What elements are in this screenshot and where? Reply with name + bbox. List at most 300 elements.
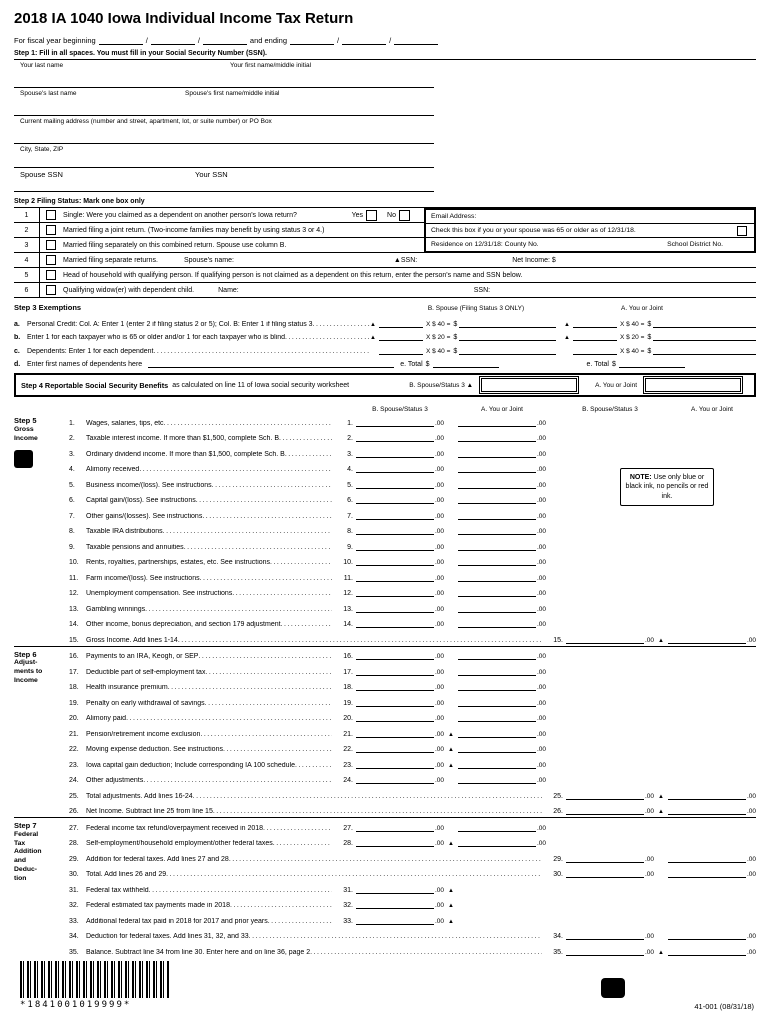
form-line-row-20: [14, 709, 756, 725]
line-12-amount-b[interactable]: [356, 588, 444, 597]
fiscal-end-day-field[interactable]: [342, 36, 386, 45]
amount-blank: [458, 526, 536, 535]
amount-blank: [668, 947, 746, 956]
dollar-sign: $: [425, 361, 430, 368]
amount-blank: [356, 557, 434, 566]
line-label-text: Deductible part of self-employment tax: [86, 668, 206, 676]
fiscal-end-month-field[interactable]: [290, 36, 334, 45]
line-number-repeat: 25.: [553, 792, 563, 800]
amount-blank: [458, 744, 536, 753]
line-23-amount-b[interactable]: [356, 760, 444, 769]
line-number: 12.: [69, 590, 79, 597]
line-number: 11.: [69, 574, 79, 582]
amount-blank: [668, 635, 746, 644]
line-10-amount-b[interactable]: [356, 557, 444, 566]
cents-label: .00: [746, 948, 756, 956]
line-28-amount-a[interactable]: [458, 838, 546, 847]
form-line-row-27: [14, 818, 756, 834]
line-label-text: Capital gain/(loss). See instructions: [86, 497, 196, 504]
amount-blank: [356, 916, 434, 925]
note-bold-label: NOTE:: [629, 474, 652, 481]
exemption-group-a: [564, 320, 756, 328]
dotted-leader: [281, 621, 332, 628]
line-label-text: Deduction for federal taxes. Add lines 31, 32, and 33: [86, 933, 249, 940]
amount-blank: [356, 682, 434, 691]
line-14-amount-a[interactable]: [458, 619, 546, 628]
dotted-leader: [223, 746, 332, 753]
line-10-amount-a[interactable]: [458, 557, 546, 566]
multiplier-label: X $ 20 =: [620, 334, 645, 341]
slash: /: [145, 36, 148, 45]
amount-blank: [356, 588, 434, 597]
your-ssn-label: Your SSN: [195, 170, 228, 179]
step4-spouse-benefits-field[interactable]: [481, 378, 577, 392]
line-17-amount-a[interactable]: [458, 667, 546, 676]
line-number-repeat: 22.: [343, 746, 353, 753]
line-number-repeat: 28.: [343, 840, 353, 847]
line-1-amount-a[interactable]: [458, 418, 546, 427]
amount-blank: [458, 823, 536, 832]
amount-blank: [356, 573, 434, 582]
step4-title-rest: as calculated on line 11 of Iowa social security worksheet: [172, 381, 350, 389]
exemption-letter: c.: [14, 347, 20, 355]
line-6-label: [69, 497, 332, 504]
cents-label: .00: [536, 777, 546, 784]
line-number: 28.: [69, 840, 79, 847]
line-number: 17.: [69, 668, 79, 676]
line-number: 20.: [69, 715, 79, 722]
step4-title-bold: Step 4 Reportable Social Security Benefits: [21, 380, 169, 390]
line-33-amount-b[interactable]: [356, 916, 444, 925]
line-number-repeat: 15.: [553, 636, 563, 644]
line-15-label: [69, 637, 542, 644]
exemption-count-field-b[interactable]: [379, 320, 423, 328]
line-number-repeat: 13.: [343, 605, 353, 613]
filing-status-label: Married filing a joint return. (Two-income families may benefit by using status 3 or 4.): [63, 226, 325, 234]
line-5-label: [69, 482, 332, 489]
exemption-letter-d: d.: [14, 361, 21, 368]
line-35-amount-b[interactable]: [566, 947, 654, 956]
step2-info-box: [424, 208, 756, 253]
line-23-amount-a[interactable]: [458, 760, 546, 769]
dotted-leader: [143, 777, 332, 784]
step2-heading: Step 2 Filing Status: Mark one box only: [14, 198, 145, 205]
amount-blank: [458, 480, 536, 489]
exemption-label: [14, 321, 370, 328]
cents-label: .00: [746, 855, 756, 863]
age65-label: Check this box if you or your spouse was 65 or older as of 12/31/18.: [431, 227, 636, 234]
line-6-amount-a[interactable]: [458, 495, 546, 504]
yes-no-group: [352, 210, 418, 221]
dotted-leader: [213, 808, 542, 815]
exemption-label: [14, 348, 370, 355]
exemption-amount-field-a[interactable]: [653, 320, 756, 328]
step4-you-benefits-field[interactable]: [645, 378, 741, 392]
filing-status-checkbox-1[interactable]: [46, 210, 56, 220]
cents-label: .00: [434, 497, 444, 504]
amount-blank: [458, 619, 536, 628]
cents-label: .00: [746, 871, 756, 878]
amount-blank: [356, 464, 434, 473]
step6-side-label: [14, 650, 68, 686]
exemption-amount-field-b[interactable]: [459, 333, 556, 341]
line-21-amount-a[interactable]: [458, 729, 546, 738]
line-label-text: Other gains/(losses). See instructions: [86, 512, 203, 520]
line-9-label: [69, 544, 332, 551]
cents-label: .00: [536, 559, 546, 566]
line-3-label: [69, 451, 332, 458]
line-label-text: Health insurance premium: [86, 684, 168, 691]
line-30-amount-b[interactable]: [566, 869, 654, 878]
cents-label: .00: [536, 543, 546, 551]
amount-blank: [458, 511, 536, 520]
exemption-letter: b.: [14, 334, 21, 341]
slash: /: [197, 36, 200, 45]
line-label-text: Federal tax withheld: [86, 886, 149, 894]
line-15-amount-a[interactable]: [668, 635, 756, 644]
line-number-repeat: 35.: [553, 948, 563, 956]
amount-blank: [458, 433, 536, 442]
fiscal-end-year-field[interactable]: [394, 36, 438, 45]
step5-side-label: [14, 416, 68, 443]
line-16-amount-a[interactable]: [458, 651, 546, 660]
dotted-leader: [149, 887, 332, 894]
exemption-letter: a.: [14, 320, 20, 328]
step-side-text: Income: [14, 434, 38, 442]
form-title: 2018 IA 1040 Iowa Individual Income Tax Return: [14, 10, 354, 27]
line-number: 29.: [69, 855, 79, 863]
form-line-row-18: [14, 678, 756, 694]
line-30-label: [69, 871, 542, 878]
line-number: 25.: [69, 792, 79, 800]
line-5-amount-b[interactable]: [356, 480, 444, 489]
amount-blank: [356, 619, 434, 628]
line-label-text: Federal income tax refund/overpayment received in 2018: [86, 824, 264, 832]
line-13-amount-b[interactable]: [356, 604, 444, 613]
line-26-amount-b[interactable]: [566, 806, 654, 815]
line-12-amount-a[interactable]: [458, 588, 546, 597]
line-27-amount-b[interactable]: [356, 823, 444, 832]
cents-label: .00: [536, 621, 546, 628]
line-7-amount-b[interactable]: [356, 511, 444, 520]
dollar-sign: $: [647, 347, 652, 355]
line-label-text: Alimony received: [86, 466, 140, 473]
spouse-ssn-field[interactable]: [14, 168, 189, 192]
filing-status-number: 2: [14, 223, 40, 237]
line-19-label: [69, 700, 332, 707]
line-20-amount-a[interactable]: [458, 713, 546, 722]
line-7-amount-a[interactable]: [458, 511, 546, 520]
multiplier-label: X $ 20 =: [426, 334, 451, 341]
form-line-row-19: [14, 693, 756, 709]
line-13-amount-a[interactable]: [458, 604, 546, 613]
col-header-b2: B. Spouse/Status 3: [582, 406, 638, 413]
exemption-amount-field-a[interactable]: [653, 333, 756, 341]
filing-status-checkbox-5[interactable]: [46, 270, 56, 280]
exemption-amount-field-b[interactable]: [459, 320, 556, 328]
city-state-zip-field[interactable]: [14, 144, 434, 168]
dotted-leader: [270, 559, 332, 566]
amount-blank: [458, 604, 536, 613]
step7-section: [14, 817, 756, 958]
yes-checkbox[interactable]: [366, 210, 377, 221]
cents-label: .00: [434, 590, 444, 597]
your-ssn-field[interactable]: [189, 168, 434, 192]
line-9-amount-a[interactable]: [458, 542, 546, 551]
line-number: 24.: [69, 777, 79, 784]
line-29-amount-a[interactable]: [668, 854, 756, 863]
exemption-count-field-a[interactable]: [573, 333, 617, 341]
cents-label: .00: [434, 840, 444, 847]
amount-blank: [356, 744, 434, 753]
line-number-repeat: 12.: [343, 590, 353, 597]
cents-label: .00: [536, 435, 546, 442]
line-23-label: [69, 762, 332, 769]
filing-status-checkbox-3[interactable]: [46, 240, 56, 250]
dotted-leader: [198, 653, 332, 660]
cents-label: .00: [434, 450, 444, 458]
multiplier-label: X $ 40 =: [620, 320, 645, 328]
cents-label: .00: [434, 543, 444, 551]
spouse-first-name-field[interactable]: [179, 88, 434, 116]
filing-status-extra-label: Spouse's name:: [183, 256, 234, 264]
line-number: 34.: [69, 933, 79, 940]
line-16-amount-b[interactable]: [356, 651, 444, 660]
line-24-amount-a[interactable]: [458, 775, 546, 784]
amount-blank: [356, 511, 434, 520]
no-checkbox[interactable]: [399, 210, 410, 221]
form-line-row-32: [14, 896, 756, 912]
line-35-amount-a[interactable]: [668, 947, 756, 956]
form-line-row-28: [14, 834, 756, 850]
line-number-repeat: 19.: [343, 699, 353, 707]
line-11-amount-a[interactable]: [458, 573, 546, 582]
name-row: [14, 60, 756, 88]
e-total-field-a[interactable]: [619, 360, 685, 368]
line-7-label: [69, 513, 332, 520]
line-34-amount-a[interactable]: [668, 931, 756, 940]
cents-label: .00: [536, 684, 546, 691]
line-17-label: [69, 669, 332, 676]
form-line-row-34: [14, 927, 756, 943]
line-number-repeat: 31.: [343, 886, 353, 894]
line-8-amount-b[interactable]: [356, 526, 444, 535]
exemption-count-field-a[interactable]: [573, 347, 617, 355]
line-1-amount-b[interactable]: [356, 418, 444, 427]
amount-blank: [458, 588, 536, 597]
line-22-amount-b[interactable]: [356, 744, 444, 753]
dotted-leader: [229, 856, 542, 863]
cents-label: .00: [536, 528, 546, 535]
arrow-marker: ▲: [564, 335, 570, 341]
arrow-marker: ▲: [370, 321, 376, 328]
exemption-count-field-a[interactable]: [573, 320, 617, 328]
exemption-group-a: [564, 347, 756, 355]
amount-blank: [668, 806, 746, 815]
step-side-text: tion: [14, 874, 27, 882]
address-row: [14, 116, 756, 144]
line-18-amount-a[interactable]: [458, 682, 546, 691]
line-14-amount-b[interactable]: [356, 619, 444, 628]
residence-row: [426, 238, 754, 251]
line-label-text: Taxable interest income. If more than $1,500, complete Sch. B: [86, 435, 279, 442]
line-22-amount-a[interactable]: [458, 744, 546, 753]
line-number: 9.: [69, 543, 75, 551]
line-19-amount-a[interactable]: [458, 698, 546, 707]
line-6-amount-b[interactable]: [356, 495, 444, 504]
exemption-group-b: [370, 320, 556, 328]
line-number: 19.: [69, 699, 79, 707]
exemption-amount-field-b[interactable]: [459, 347, 556, 355]
dotted-leader: [232, 590, 332, 597]
dotted-leader: [273, 840, 332, 847]
step3-col-a-header: A. You or Joint: [621, 305, 663, 312]
line-21-amount-b[interactable]: [356, 729, 444, 738]
line-label-text: Gross Income. Add lines 1-14: [86, 636, 178, 644]
amount-blank: [458, 651, 536, 660]
amount-blank: [356, 760, 434, 769]
fiscal-begin-day-field[interactable]: [151, 36, 195, 45]
fiscal-prefix-label: For fiscal year beginning: [14, 36, 96, 45]
spouse-last-name-field[interactable]: [14, 88, 179, 116]
filing-status-checkbox-2[interactable]: [46, 225, 56, 235]
step4-col-b-label: B. Spouse/Status 3 ▲: [409, 381, 474, 389]
line-3-amount-a[interactable]: [458, 449, 546, 458]
cents-label: .00: [434, 684, 444, 691]
line-18-amount-b[interactable]: [356, 682, 444, 691]
line-20-amount-b[interactable]: [356, 713, 444, 722]
line-number-repeat: 9.: [347, 543, 353, 551]
dotted-leader: [313, 321, 370, 328]
filing-status-extra-label: Net Income: $: [512, 256, 556, 264]
fiscal-year-line: [14, 32, 756, 45]
line-29-amount-b[interactable]: [566, 854, 654, 863]
your-last-name-field[interactable]: [14, 60, 224, 88]
line-number: 31.: [69, 886, 79, 894]
amount-blank: [668, 854, 746, 863]
line-number: 3.: [69, 450, 75, 458]
step3-col-b-header: B. Spouse (Filing Status 3 ONLY): [427, 305, 525, 312]
line-25-amount-a[interactable]: [668, 791, 756, 800]
dependents-names-field[interactable]: [148, 360, 394, 368]
step-side-text: Addition: [14, 848, 42, 856]
line-24-amount-b[interactable]: [356, 775, 444, 784]
arrow-marker: ▲: [448, 731, 454, 738]
line-4-amount-b[interactable]: [356, 464, 444, 473]
form-line-row-22: [14, 740, 756, 756]
dollar-sign: $: [647, 320, 652, 328]
amount-blank: [356, 526, 434, 535]
amount-blank: [458, 573, 536, 582]
cents-label: .00: [536, 653, 546, 660]
dotted-leader: [163, 528, 332, 535]
dotted-leader: [249, 933, 542, 940]
filing-status-extra-label: ▲SSN:: [393, 256, 418, 264]
slash: /: [389, 36, 392, 45]
line-8-amount-a[interactable]: [458, 526, 546, 535]
exemption-row-c: [14, 342, 756, 356]
line-9-amount-b[interactable]: [356, 542, 444, 551]
line-4-amount-a[interactable]: [458, 464, 546, 473]
form-line-row-3: [14, 444, 756, 460]
exemption-count-field-b[interactable]: [379, 347, 423, 355]
line-18-label: [69, 684, 332, 691]
form-line-row-30: [14, 865, 756, 881]
line-2-amount-b[interactable]: [356, 433, 444, 442]
line-3-amount-b[interactable]: [356, 449, 444, 458]
line-2-amount-a[interactable]: [458, 433, 546, 442]
line-27-amount-a[interactable]: [458, 823, 546, 832]
line-15-amount-b[interactable]: [566, 635, 654, 644]
line-25-amount-b[interactable]: [566, 791, 654, 800]
filing-status-checkbox-4[interactable]: [46, 255, 56, 265]
cents-label: .00: [746, 792, 756, 800]
line-10-label: [69, 559, 332, 566]
cents-label: .00: [746, 636, 756, 644]
cents-label: .00: [536, 715, 546, 722]
cents-label: .00: [536, 824, 546, 832]
age65-checkbox[interactable]: [737, 226, 747, 236]
amount-blank: [356, 900, 434, 909]
cents-label: .00: [536, 481, 546, 489]
line-number-repeat: 29.: [553, 855, 563, 863]
filing-status-row-5: [14, 268, 756, 283]
step-side-text: ments to: [14, 668, 43, 676]
school-district-label: School District No.: [667, 241, 723, 248]
amount-blank: [458, 542, 536, 551]
spouse-last-name-label: Spouse's last name: [20, 90, 77, 97]
line-31-amount-b[interactable]: [356, 885, 444, 894]
multiplier-label: X $ 40 =: [426, 347, 451, 355]
filing-status-checkbox-6[interactable]: [46, 285, 56, 295]
line-17-amount-b[interactable]: [356, 667, 444, 676]
cents-label: .00: [644, 948, 654, 956]
fiscal-begin-month-field[interactable]: [99, 36, 143, 45]
amount-blank: [458, 449, 536, 458]
fiscal-begin-year-field[interactable]: [203, 36, 247, 45]
step-side-text: and: [14, 857, 27, 865]
line-5-amount-a[interactable]: [458, 480, 546, 489]
your-first-name-field[interactable]: [224, 60, 434, 88]
amount-blank: [356, 495, 434, 504]
amount-blank: [458, 418, 536, 427]
amount-blank: [458, 775, 536, 784]
line-number-repeat: 27.: [343, 824, 353, 832]
dollar-sign: $: [453, 320, 458, 328]
line-number: 2.: [69, 435, 75, 442]
line-32-amount-b[interactable]: [356, 900, 444, 909]
dotted-leader: [145, 606, 332, 613]
cents-label: .00: [644, 933, 654, 940]
slash: /: [337, 36, 340, 45]
line-34-amount-b[interactable]: [566, 931, 654, 940]
line-30-amount-a[interactable]: [668, 869, 756, 878]
line-number-repeat: 7.: [347, 512, 353, 520]
line-19-amount-b[interactable]: [356, 698, 444, 707]
mailing-address-field[interactable]: [14, 116, 434, 144]
e-total-field-b[interactable]: [433, 360, 499, 368]
exemption-amount-field-a[interactable]: [653, 347, 756, 355]
line-28-amount-b[interactable]: [356, 838, 444, 847]
line-26-amount-a[interactable]: [668, 806, 756, 815]
multiplier-label: X $ 40 =: [620, 347, 645, 355]
your-last-name-label: Your last name: [20, 62, 64, 69]
line-number: 30.: [69, 871, 79, 878]
dotted-leader: [196, 497, 332, 504]
exemption-count-field-b[interactable]: [379, 333, 423, 341]
line-11-amount-b[interactable]: [356, 573, 444, 582]
line-number: 26.: [69, 808, 79, 815]
